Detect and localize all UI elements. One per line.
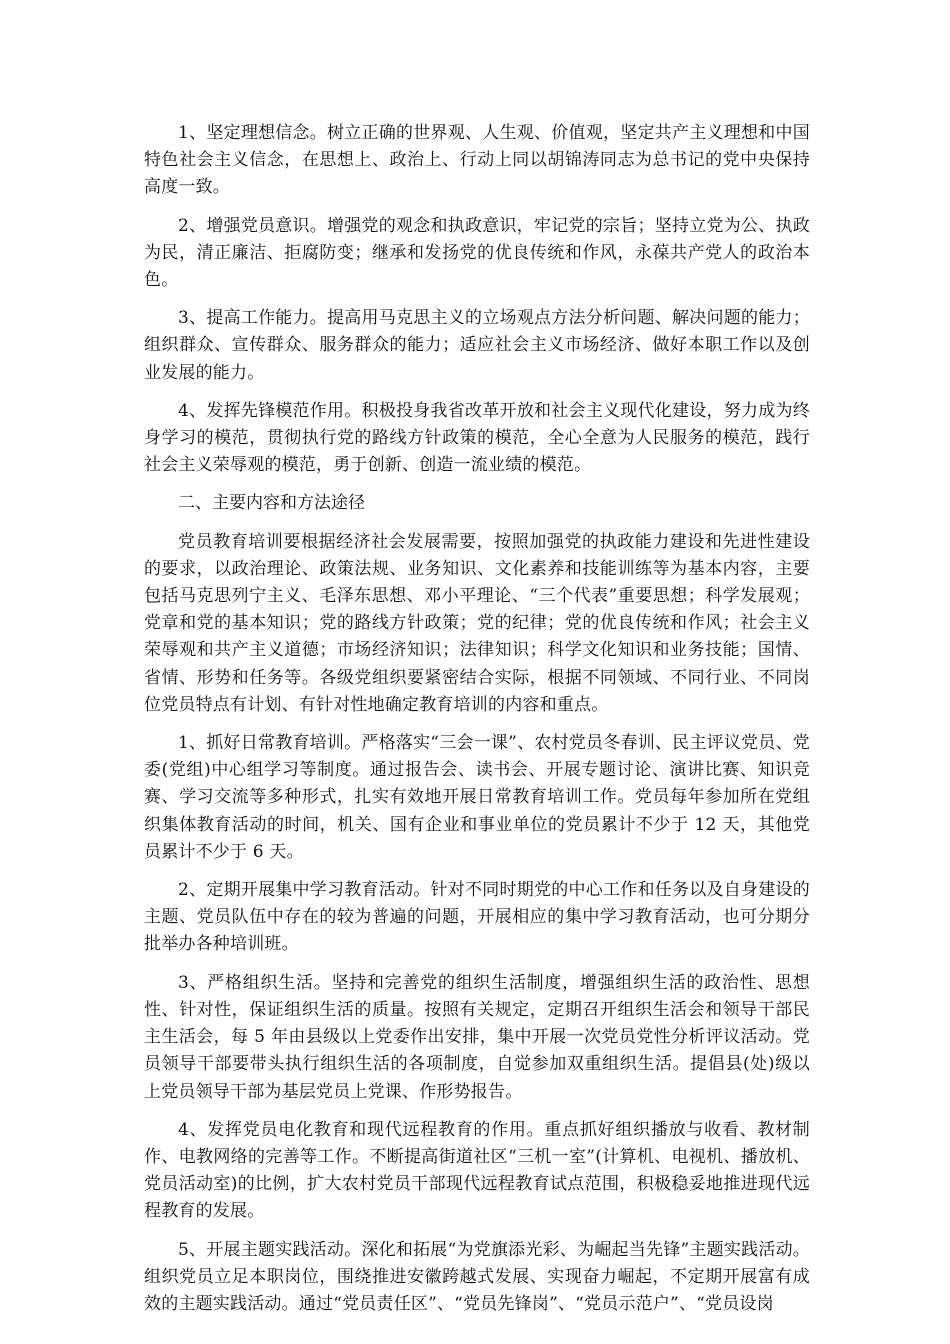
paragraph-goal-1: 1、坚定理想信念。树立正确的世界观、人生观、价值观，坚定共产主义理想和中国特色社会主义信念，在思想上、政治上、行动上同以胡锦涛同志为总书记的党中央保持高度一致。 — [144, 123, 810, 198]
paragraph-content-intro: 党员教育培训要根据经济社会发展需要，按照加强党的执政能力建设和先进性建设的要求，以政治理论、政策法规、业务知识、文化素养和技能训练等为基本内容，主要包括马克思列宁主义、毛泽东思想、邓小平理论、“三个代表”重要思想；科学发展观；党章和党的基本知识；党的路线方针政策；党的纪律；党的优良传统和作风；社会主义荣辱观和共产主义道德；市场经济知识；法律知识；科学文化知识和业务技能；国情、省情、形势和任务等。各级党组织要紧密结合实际，根据不同领域、不同行业、不同岗位党员特点有计划、有针对性地确定教育培训的内容和重点。 — [144, 531, 810, 715]
paragraph-goal-3: 3、提高工作能力。提高用马克思主义的立场观点方法分析问题、解决问题的能力；组织群众、宣传群众、服务群众的能力；适应社会主义市场经济、做好本职工作以及创业发展的能力。 — [144, 308, 810, 383]
paragraph-goal-4: 4、发挥先锋模范作用。积极投身我省改革开放和社会主义现代化建设，努力成为终身学习的模范，贯彻执行党的路线方针政策的模范，全心全意为人民服务的模范，践行社会主义荣辱观的模范，勇于创新、创造一流业绩的模范。 — [144, 400, 810, 476]
paragraph-method-1: 1、抓好日常教育培训。严格落实“三会一课”、农村党员冬春训、民主评议党员、党委(党组)中心组学习等制度。通过报告会、读书会、开展专题讨论、演讲比赛、知识竞赛、学习交流等多种形式，扎实有效地开展日常教育培训工作。党员每年参加所在党组织集体教育活动的时间，机关、国有企业和事业单位的党员累计不少于 12 天，其他党员累计不少于 6 天。 — [144, 733, 810, 862]
paragraph-method-5: 5、开展主题实践活动。深化和拓展“为党旗添光彩、为崛起当先锋”主题实践活动。组织党员立足本职岗位，围绕推进安徽跨越式发展、实现奋力崛起，不定期开展富有成效的主题实践活动。通过“党员责任区”、“党员先锋岗”、“党员示范户”、“党员设岗 — [144, 1239, 810, 1314]
document-page — [144, 120, 810, 1329]
paragraph-method-3: 3、严格组织生活。坚持和完善党的组织生活制度，增强组织生活的政治性、思想性、针对性，保证组织生活的质量。按照有关规定，定期召开组织生活会和领导干部民主生活会，每 5 年由县级以上党委作出安排，集中开展一次党员党性分析评议活动。党员领导干部要带头执行组织生活的各项制度，自觉参加双重组织生活。提倡县(处)级以上党员领导干部为基层党员上党课、作形势报告。 — [144, 972, 810, 1102]
paragraph-method-4: 4、发挥党员电化教育和现代远程教育的作用。重点抓好组织播放与收看、教材制作、电教网络的完善等工作。不断提高街道社区“三机一室”(计算机、电视机、播放机、党员活动室)的比例，扩大农村党员干部现代远程教育试点范围，积极稳妥地推进现代远程教育的发展。 — [144, 1119, 810, 1222]
section-heading: 二、主要内容和方法途径 — [178, 493, 365, 514]
paragraph-method-2: 2、定期开展集中学习教育活动。针对不同时期党的中心工作和任务以及自身建设的主题、党员队伍中存在的较为普遍的问题，开展相应的集中学习教育活动，也可分期分批举办各种培训班。 — [144, 880, 810, 955]
paragraph-goal-2: 2、增强党员意识。增强党的观念和执政意识，牢记党的宗旨；坚持立党为公、执政为民，清正廉洁、拒腐防变；继承和发扬党的优良传统和作风，永葆共产党人的政治本色。 — [144, 215, 810, 291]
